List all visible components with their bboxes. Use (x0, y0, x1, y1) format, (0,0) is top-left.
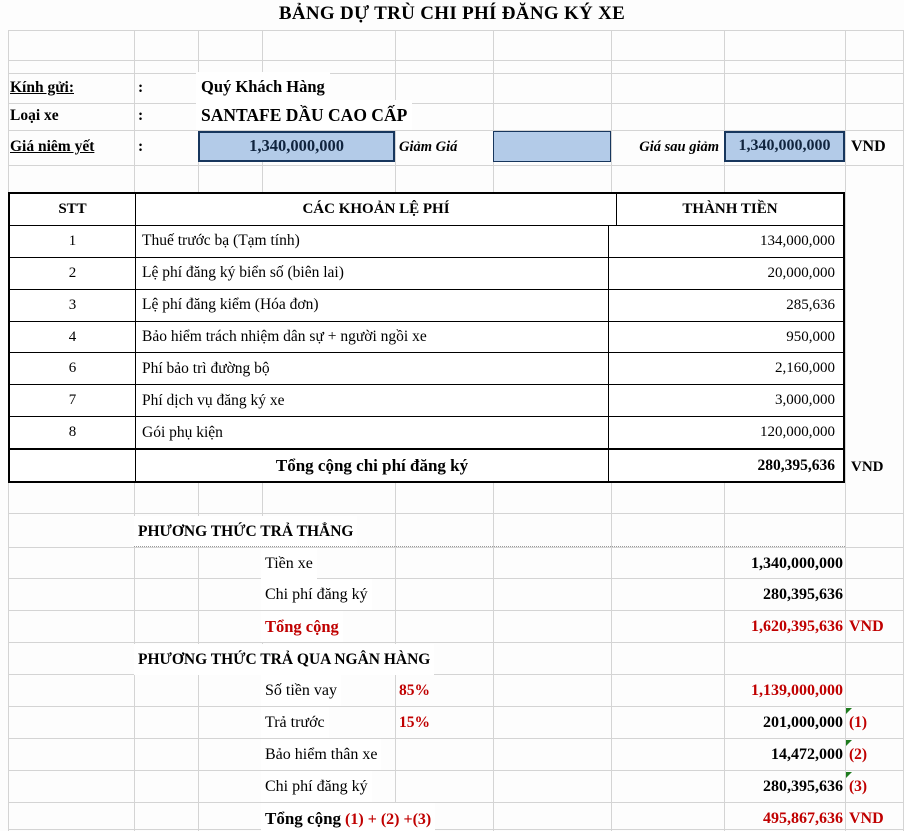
recipient-label: Kính gửi: (10, 79, 74, 96)
discount-label: Giảm Giá (399, 139, 458, 155)
fee-stt: 4 (10, 322, 136, 353)
fee-row (10, 289, 843, 321)
fee-label: Lệ phí đăng kiểm (Hóa đơn) (136, 290, 609, 321)
payment-row-label: Chi phí đăng ký (261, 771, 372, 802)
fees-total-currency: VND (851, 459, 884, 475)
page-title: BẢNG DỰ TRÙ CHI PHÍ ĐĂNG KÝ XE (278, 3, 626, 24)
fee-amount: 134,000,000 (760, 232, 835, 249)
fee-label: Phí bảo trì đường bộ (136, 353, 609, 384)
bank-total-formula: (1) + (2) +(3) (345, 811, 432, 828)
fee-stt: 1 (10, 226, 136, 257)
car-type-value: SANTAFE DẦU CAO CẤP (196, 100, 412, 130)
fee-stt: 6 (10, 353, 136, 384)
fee-amount: 950,000 (786, 328, 835, 345)
bank-total-label (261, 803, 435, 831)
cell-comment-triangle-icon (846, 740, 852, 746)
payment-row-amount: 14,472,000 (771, 746, 843, 763)
direct-total-label: Tổng cộng (261, 611, 343, 642)
fees-total-empty-cell (10, 450, 136, 481)
payment-row-amount: 280,395,636 (763, 586, 843, 603)
gridline (8, 642, 904, 643)
price-after-discount-label: Giá sau giảm (639, 139, 719, 155)
payment-row-label: Trả trước (261, 707, 329, 738)
column-header-stt: STT (10, 194, 136, 225)
fees-total-amount: 280,395,636 (757, 456, 835, 474)
fee-row (10, 352, 843, 384)
price-after-discount-input[interactable]: 1,340,000,000 (724, 131, 845, 162)
payment-row-label: Bảo hiểm thân xe (261, 739, 381, 770)
recipient-value: Quý Khách Hàng (196, 72, 330, 102)
direct-payment-section-title: PHƯƠNG THỨC TRẢ THẲNG (134, 516, 357, 547)
payment-row-amount: 280,395,636 (763, 778, 843, 795)
fee-amount: 2,160,000 (775, 360, 835, 377)
payment-row-note: (3) (849, 778, 868, 795)
bank-total-currency: VND (849, 810, 884, 827)
list-price-label: Giá niêm yết (10, 138, 95, 155)
fee-row (10, 226, 843, 257)
fee-row (10, 384, 843, 416)
bank-payment-section-title: PHƯƠNG THỨC TRẢ QUA NGÂN HÀNG (134, 644, 434, 675)
fee-row (10, 416, 843, 448)
loan-percent: 85% (399, 682, 430, 699)
payment-row-note: (2) (849, 746, 868, 763)
discount-input[interactable] (493, 131, 611, 162)
bank-total-label-text: Tổng cộng (265, 809, 342, 828)
gridline (8, 30, 904, 31)
direct-total-currency: VND (849, 618, 884, 635)
fee-stt: 2 (10, 258, 136, 289)
fee-amount: 285,636 (786, 296, 835, 313)
section-underline (134, 546, 845, 547)
fee-stt: 8 (10, 417, 136, 448)
fee-row (10, 321, 843, 353)
fees-table-header-row (10, 194, 843, 226)
colon: : (138, 138, 144, 155)
gridline (8, 513, 904, 514)
car-type-label: Loại xe (10, 107, 59, 124)
cell-comment-triangle-icon (846, 708, 852, 714)
colon: : (138, 107, 144, 124)
payment-row-amount: 1,139,000,000 (751, 682, 843, 699)
payment-row-label: Tiền xe (261, 548, 317, 579)
fee-stt: 7 (10, 385, 136, 416)
fee-label: Phí dịch vụ đăng ký xe (136, 385, 609, 416)
fee-amount: 3,000,000 (775, 392, 835, 409)
payment-row-amount: 201,000,000 (763, 714, 843, 731)
column-header-fees: CÁC KHOẢN LỆ PHÍ (136, 194, 617, 225)
payment-row-label: Chi phí đăng ký (261, 579, 372, 610)
gridline (8, 60, 904, 61)
list-price-input[interactable]: 1,340,000,000 (198, 131, 395, 162)
column-header-amount: THÀNH TIỀN (682, 200, 778, 217)
bank-total-amount: 495,867,636 (763, 810, 843, 827)
fee-label: Thuế trước bạ (Tạm tính) (136, 226, 609, 257)
cell-comment-triangle-icon (846, 772, 852, 778)
fee-amount: 120,000,000 (760, 424, 835, 441)
fees-total-label: Tổng cộng chi phí đăng ký (136, 450, 609, 481)
colon: : (138, 79, 144, 96)
gridline (8, 165, 904, 166)
fee-label: Bảo hiểm trách nhiệm dân sự + người ngồi xe (136, 322, 609, 353)
downpayment-percent: 15% (399, 714, 430, 731)
fee-amount: 20,000,000 (767, 264, 835, 281)
payment-row-note: (1) (849, 714, 868, 731)
fee-label: Lệ phí đăng ký biển số (biên lai) (136, 258, 609, 289)
direct-total-amount: 1,620,395,636 (751, 618, 843, 635)
payment-row-amount: 1,340,000,000 (751, 555, 843, 572)
fees-table (8, 192, 845, 483)
fee-row (10, 257, 843, 289)
payment-row-label: Số tiền vay (261, 675, 341, 706)
fees-total-row (10, 448, 843, 481)
fee-label: Gói phụ kiện (136, 417, 609, 448)
currency-label: VND (851, 138, 886, 155)
fee-stt: 3 (10, 290, 136, 321)
